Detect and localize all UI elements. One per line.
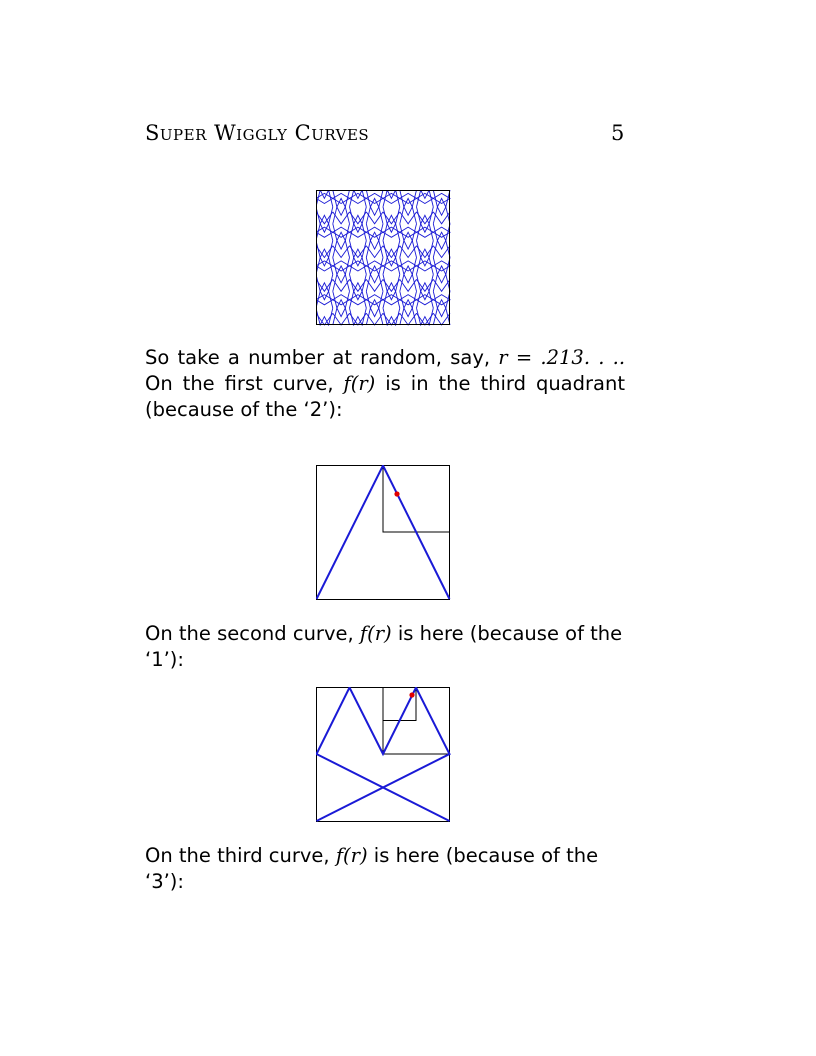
wiggle-segment xyxy=(366,224,383,241)
figure-first-curve xyxy=(316,465,451,601)
wiggle-segment xyxy=(350,190,367,207)
wiggle-segment xyxy=(316,258,333,275)
figure-dense-curve xyxy=(316,190,451,326)
wiggle-segment xyxy=(400,258,417,275)
wiggle-segment xyxy=(366,258,383,275)
wiggle-segment xyxy=(333,190,350,207)
wiggle-segment xyxy=(400,224,417,241)
subquadrant-outline xyxy=(383,688,416,721)
wiggle-segment xyxy=(350,224,367,241)
wiggle-segment xyxy=(383,190,400,207)
wiggle-segment xyxy=(366,291,383,308)
wiggle-segment xyxy=(316,190,333,207)
wiggle-segment xyxy=(417,190,434,207)
wiggle-segment xyxy=(417,291,434,308)
quadrant-outline xyxy=(383,466,450,533)
wiggle-segment xyxy=(433,258,450,275)
paragraph-2: On the second curve, f(r) is here (because of the ‘1’): xyxy=(145,622,623,671)
wiggle-segment xyxy=(400,291,417,308)
wiggle-segment xyxy=(333,224,350,241)
wiggle-segment xyxy=(333,291,350,308)
wiggle-segment xyxy=(383,224,400,241)
wiggle-segment xyxy=(433,291,450,308)
point-f-of-r xyxy=(394,491,399,496)
paragraph-1: So take a number at random, say, r = .213. . .. On the first curve, f(r) is in the third quadrant (because of the ‘2’): xyxy=(145,346,626,421)
wiggle-segment xyxy=(433,224,450,241)
paragraph-3: On the third curve, f(r) is here (because of the ‘3’): xyxy=(145,844,599,893)
wiggle-segment xyxy=(316,291,333,308)
wiggle-segment xyxy=(417,258,434,275)
wiggle-segment xyxy=(316,224,333,241)
wiggle-segment xyxy=(350,291,367,308)
figure-second-curve xyxy=(316,687,451,823)
wiggle-segment xyxy=(383,291,400,308)
running-header-title: SUPER WIGGLY CURVES xyxy=(145,121,370,145)
wiggle-segment xyxy=(400,190,417,207)
wiggle-segment xyxy=(417,224,434,241)
page-number: 5 xyxy=(611,121,625,145)
wiggle-segment xyxy=(350,258,367,275)
wiggle-segment xyxy=(333,258,350,275)
wiggle-segment xyxy=(433,190,450,207)
wiggle-segment xyxy=(383,258,400,275)
wiggle-segment xyxy=(366,190,383,207)
point-f-of-r xyxy=(409,692,414,697)
